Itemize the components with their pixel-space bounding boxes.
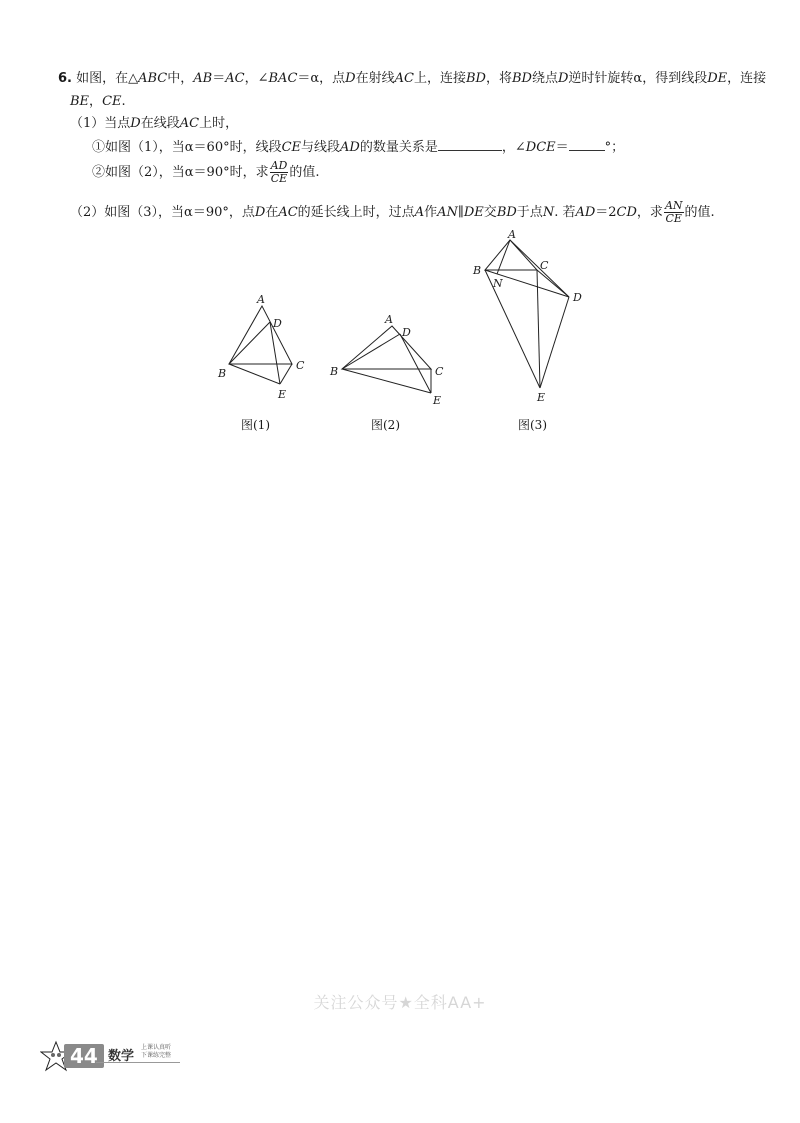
figure-2-caption: 图(2) <box>371 418 400 432</box>
fig3-segment-de <box>540 297 569 388</box>
figure-2 <box>329 313 444 407</box>
fraction-an-ce: $\frac{AN}{CE}$ <box>664 199 683 225</box>
part2-question: （2）如图（3），当α＝90°，点D在AC的延长线上时，过点A作AN∥DE交BD于点N. 若AD＝2CD，求 $\frac{AN}{CE}$ 的值. <box>70 199 715 225</box>
figures-canvas <box>0 0 800 440</box>
fig3-label-e: E <box>537 391 546 404</box>
fig2-label-d: D <box>402 326 411 339</box>
fig2-segment-bd <box>342 334 400 369</box>
figure-1 <box>217 293 305 401</box>
problem-stem-line1: 6. 如图，在△ABC中，AB＝AC，∠BAC＝α，点D在射线AC上，连接BD，将BD绕点D逆时针旋转α，得到线段DE，连接 <box>58 71 767 86</box>
fig2-triangle-abc <box>342 326 431 369</box>
fig3-label-c: C <box>540 259 549 272</box>
fig3-triangle-abc <box>485 240 537 270</box>
fig3-segment-an <box>497 240 510 274</box>
fig1-label-d: D <box>273 317 282 330</box>
figure-3 <box>472 228 582 404</box>
figure-1-caption: 图(1) <box>241 418 270 432</box>
footer-divider <box>96 1062 180 1063</box>
fig2-label-a: A <box>385 313 393 326</box>
footer-slogan: 上课认真听 下课练完整 <box>141 1044 172 1059</box>
fig1-label-a: A <box>257 293 265 306</box>
figure-3-caption: 图(3) <box>518 418 547 432</box>
part1-question2: ②如图（2），当α＝90°时，求 $\frac{AD}{CE}$ 的值. <box>92 159 320 185</box>
problem-stem-line2: BE，CE. <box>70 94 126 109</box>
fig1-label-b: B <box>218 367 227 380</box>
fig2-label-e: E <box>433 394 442 407</box>
fig3-label-b: B <box>473 264 482 277</box>
part1-question1: ①如图（1），当α＝60°时，线段CE与线段AD的数量关系是 ，∠DCE＝ °； <box>92 140 625 155</box>
fig1-segment-ce <box>280 364 292 384</box>
fig2-segment-be <box>342 369 431 393</box>
fig3-label-a: A <box>508 228 516 241</box>
fraction-ad-ce: $\frac{AD}{CE}$ <box>270 159 288 185</box>
fig1-segment-be <box>229 364 280 384</box>
fig1-label-c: C <box>296 359 305 372</box>
fig3-label-d: D <box>573 291 582 304</box>
part1-intro: （1）当点D在线段AC上时， <box>70 116 239 131</box>
problem-number: 6. <box>58 71 72 86</box>
fig2-label-c: C <box>435 365 444 378</box>
fig1-triangle-abc <box>229 306 292 364</box>
fig1-label-e: E <box>278 388 287 401</box>
page-number: 44 <box>64 1044 104 1068</box>
fig3-label-n: N <box>493 277 503 290</box>
subject-label: 数学 <box>108 1049 135 1064</box>
watermark-text: 关注公众号★全科AA+ <box>313 993 487 1012</box>
fig2-label-b: B <box>330 365 339 378</box>
